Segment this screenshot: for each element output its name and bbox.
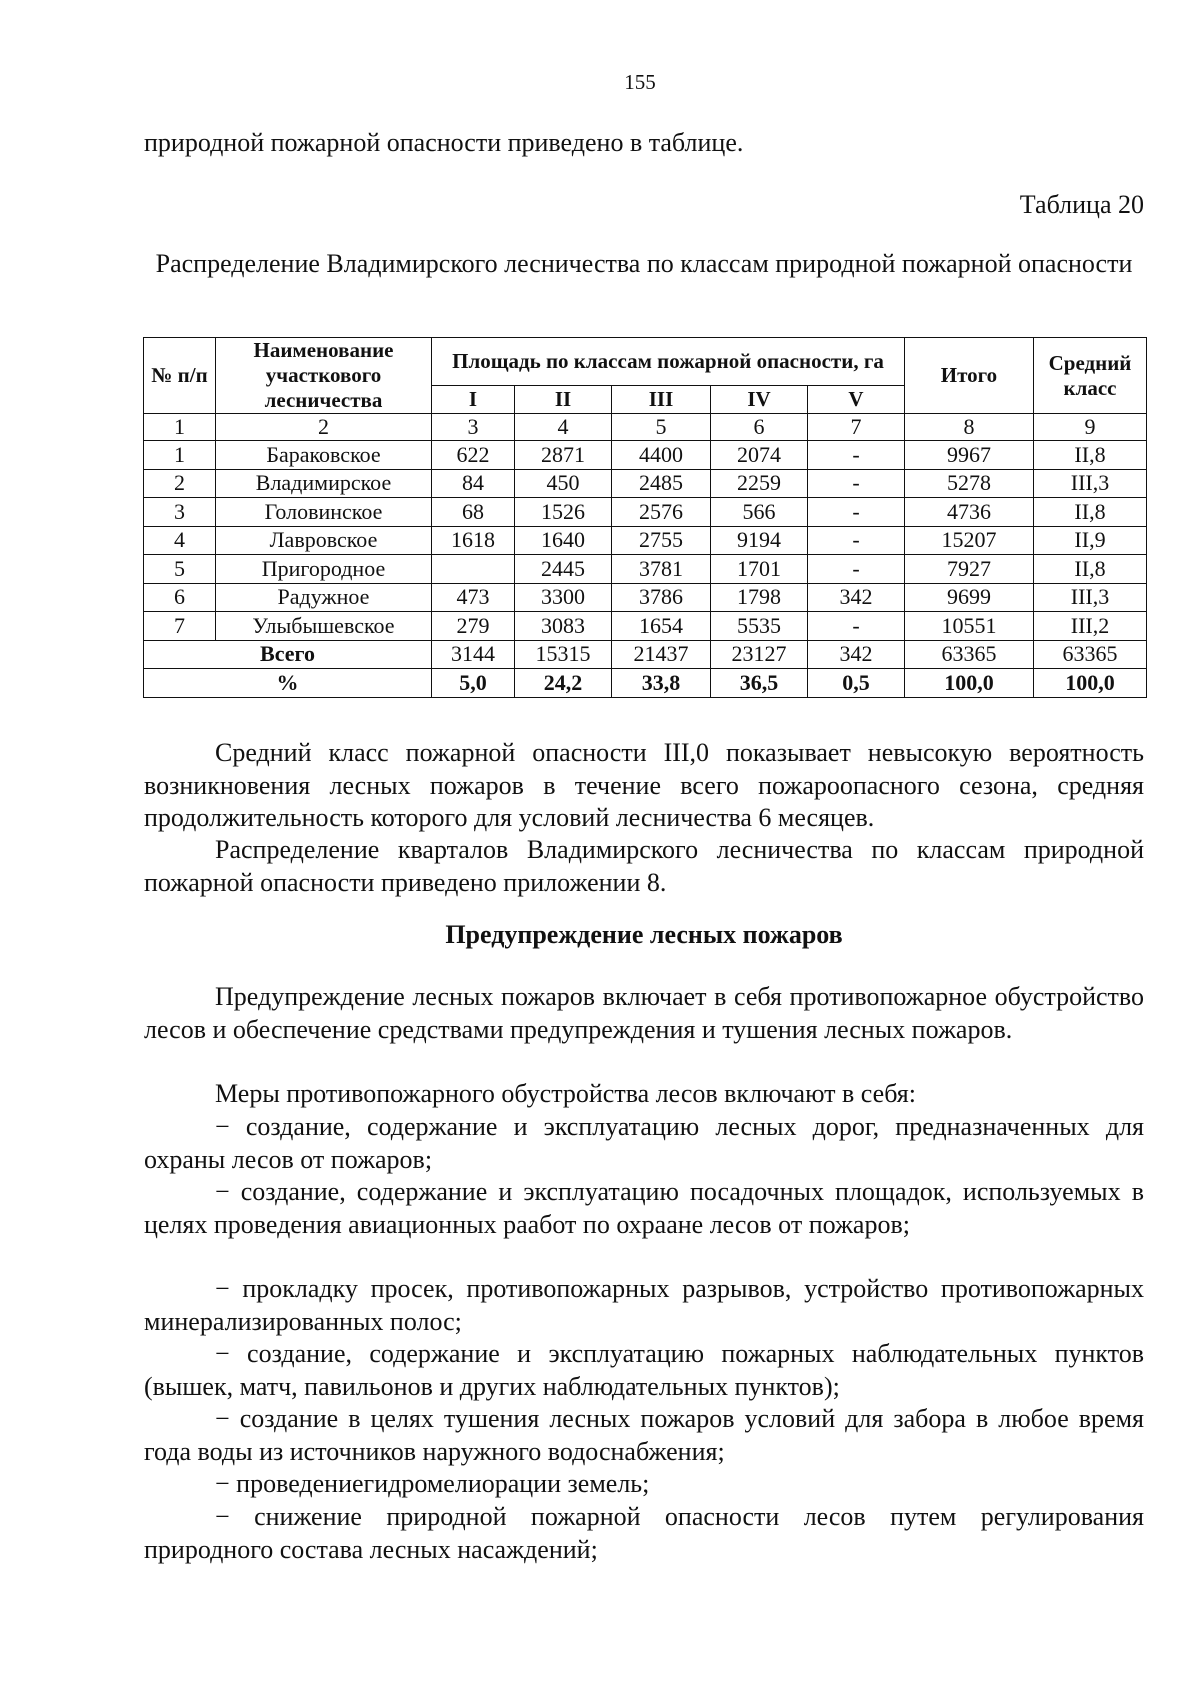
table-cell-c5: - — [808, 526, 905, 555]
table-cell-n: 5 — [144, 555, 216, 584]
table-row — [144, 583, 1147, 612]
table-cell-avg: II,8 — [1034, 555, 1147, 584]
table-cell-avg: II,9 — [1034, 526, 1147, 555]
table-cell-c3: 3781 — [612, 555, 711, 584]
header-area: Площадь по классам пожарной опасности, га — [432, 338, 905, 386]
total-cell: 63365 — [905, 640, 1034, 668]
paragraph-avg-class: Средний класс пожарной опасности III,0 показывает невысокую вероятность возникновения лесных пожаров в течение всего пожароопасного сезона, средняя продолжительность которого для условий лесничества 6 месяцев. — [144, 738, 1144, 832]
table-cell-c5: - — [808, 441, 905, 470]
table-cell-n: 2 — [144, 469, 216, 498]
list-item: − создание, содержание и эксплуатацию лесных дорог, предназначенных для охраны лесов от пожаров; — [144, 1112, 1144, 1174]
list-item: − проведениегидромелиорации земель; — [215, 1469, 650, 1498]
column-number: 1 — [144, 414, 216, 441]
table-cell-c1 — [432, 555, 515, 584]
table-cell-c1: 1618 — [432, 526, 515, 555]
table-cell-total: 5278 — [905, 469, 1034, 498]
total-cell: 21437 — [612, 640, 711, 668]
table-cell-name: Бараковское — [216, 441, 432, 470]
table-row — [144, 526, 1147, 555]
paragraph-distribution: Распределение кварталов Владимирского лесничества по классам природной пожарной опасности приведено приложении 8. — [144, 835, 1144, 897]
list-item: − создание, содержание и эксплуатацию пожарных наблюдательных пунктов (вышек, матч, павильонов и других наблюдательных пунктов); — [144, 1339, 1144, 1401]
column-number: 9 — [1034, 414, 1147, 441]
table-cell-c5: - — [808, 469, 905, 498]
table-cell-name: Радужное — [216, 583, 432, 612]
table-cell-c4: 9194 — [711, 526, 808, 555]
table-cell-c2: 2871 — [515, 441, 612, 470]
table-cell-n: 3 — [144, 498, 216, 527]
header-class-3: III — [612, 386, 711, 414]
table-cell-name: Владимирское — [216, 469, 432, 498]
table-cell-total: 10551 — [905, 612, 1034, 641]
total-cell: 3144 — [432, 640, 515, 668]
percent-cell: 36,5 — [711, 668, 808, 697]
table-cell-total: 7927 — [905, 555, 1034, 584]
header-num: № п/п — [144, 338, 216, 414]
column-number: 2 — [216, 414, 432, 441]
table-row — [144, 498, 1147, 527]
table-cell-c5: - — [808, 555, 905, 584]
table-cell-c2: 1526 — [515, 498, 612, 527]
percent-cell: 100,0 — [1034, 668, 1147, 697]
table-cell-c4: 2259 — [711, 469, 808, 498]
percent-cell: 0,5 — [808, 668, 905, 697]
section-title: Предупреждение лесных пожаров — [445, 920, 843, 949]
list-item: − создание, содержание и эксплуатацию посадочных площадок, используемых в целях проведения авиационных раабот по охраане лесов от пожаров; — [144, 1177, 1144, 1239]
paragraph-prevention: Предупреждение лесных пожаров включает в себя противопожарное обустройство лесов и обеспечение средствами предупреждения и тушения лесных пожаров. — [144, 982, 1144, 1044]
table-cell-n: 4 — [144, 526, 216, 555]
table-cell-n: 6 — [144, 583, 216, 612]
total-label: Всего — [144, 640, 432, 668]
column-number: 5 — [612, 414, 711, 441]
table-cell-total: 4736 — [905, 498, 1034, 527]
table-cell-c2: 2445 — [515, 555, 612, 584]
table-title: Распределение Владимирского лесничества по классам природной пожарной опасности — [155, 249, 1133, 278]
header-total: Итого — [905, 338, 1034, 414]
column-number: 8 — [905, 414, 1034, 441]
column-number-row — [144, 414, 1147, 441]
table-cell-c1: 279 — [432, 612, 515, 641]
table-row — [144, 441, 1147, 470]
table-cell-c4: 1798 — [711, 583, 808, 612]
table-cell-n: 7 — [144, 612, 216, 641]
table-cell-name: Лавровское — [216, 526, 432, 555]
table-cell-name: Головинское — [216, 498, 432, 527]
table-cell-c3: 2576 — [612, 498, 711, 527]
percent-cell: 24,2 — [515, 668, 612, 697]
header-class-2: II — [515, 386, 612, 414]
table-row — [144, 612, 1147, 641]
header-class-5: V — [808, 386, 905, 414]
table-cell-c1: 68 — [432, 498, 515, 527]
table-cell-avg: II,8 — [1034, 441, 1147, 470]
percent-cell: 33,8 — [612, 668, 711, 697]
list-item: − снижение природной пожарной опасности лесов путем регулирования природного состава лесных насаждений; — [144, 1502, 1144, 1564]
paragraph-measures: Меры противопожарного обустройства лесов включают в себя: — [215, 1079, 916, 1108]
total-cell: 342 — [808, 640, 905, 668]
total-cell: 63365 — [1034, 640, 1147, 668]
table-row — [144, 469, 1147, 498]
intro-line: природной пожарной опасности приведено в таблице. — [144, 128, 744, 157]
percent-cell: 100,0 — [905, 668, 1034, 697]
table-cell-c5: - — [808, 498, 905, 527]
table-cell-c3: 4400 — [612, 441, 711, 470]
list-item: − создание в целях тушения лесных пожаров условий для забора в любое время года воды из источников наружного водоснабжения; — [144, 1404, 1144, 1466]
header-class-4: IV — [711, 386, 808, 414]
total-row — [144, 640, 1147, 668]
total-cell: 15315 — [515, 640, 612, 668]
table-cell-c3: 1654 — [612, 612, 711, 641]
table-cell-c4: 5535 — [711, 612, 808, 641]
table-cell-c5: - — [808, 612, 905, 641]
table-cell-n: 1 — [144, 441, 216, 470]
table-cell-name: Улыбышевское — [216, 612, 432, 641]
page-number: 155 — [624, 70, 656, 94]
table-cell-c3: 2755 — [612, 526, 711, 555]
column-number: 4 — [515, 414, 612, 441]
header-class-1: I — [432, 386, 515, 414]
table-row — [144, 555, 1147, 584]
table-cell-name: Пригородное — [216, 555, 432, 584]
fire-danger-table — [143, 337, 1147, 698]
table-cell-c2: 1640 — [515, 526, 612, 555]
table-cell-c2: 3083 — [515, 612, 612, 641]
table-cell-c2: 3300 — [515, 583, 612, 612]
percent-label: % — [144, 668, 432, 697]
table-cell-c1: 84 — [432, 469, 515, 498]
table-cell-total: 9699 — [905, 583, 1034, 612]
table-cell-c4: 1701 — [711, 555, 808, 584]
table-cell-c3: 2485 — [612, 469, 711, 498]
list-item: − прокладку просек, противопожарных разрывов, устройство противопожарных минерализированных полос; — [144, 1274, 1144, 1336]
percent-row — [144, 668, 1147, 697]
table-cell-c3: 3786 — [612, 583, 711, 612]
total-cell: 23127 — [711, 640, 808, 668]
column-number: 7 — [808, 414, 905, 441]
table-cell-total: 15207 — [905, 526, 1034, 555]
table-cell-total: 9967 — [905, 441, 1034, 470]
table-cell-c1: 622 — [432, 441, 515, 470]
table-cell-c4: 566 — [711, 498, 808, 527]
table-cell-avg: III,2 — [1034, 612, 1147, 641]
header-name: Наименование участкового лесничества — [216, 338, 432, 414]
table-cell-c5: 342 — [808, 583, 905, 612]
column-number: 3 — [432, 414, 515, 441]
percent-cell: 5,0 — [432, 668, 515, 697]
header-avg: Средний класс — [1034, 338, 1147, 414]
table-cell-avg: II,8 — [1034, 498, 1147, 527]
table-cell-c1: 473 — [432, 583, 515, 612]
table-cell-c2: 450 — [515, 469, 612, 498]
table-cell-avg: III,3 — [1034, 583, 1147, 612]
table-cell-c4: 2074 — [711, 441, 808, 470]
table-caption: Таблица 20 — [1019, 190, 1144, 219]
table-cell-avg: III,3 — [1034, 469, 1147, 498]
column-number: 6 — [711, 414, 808, 441]
